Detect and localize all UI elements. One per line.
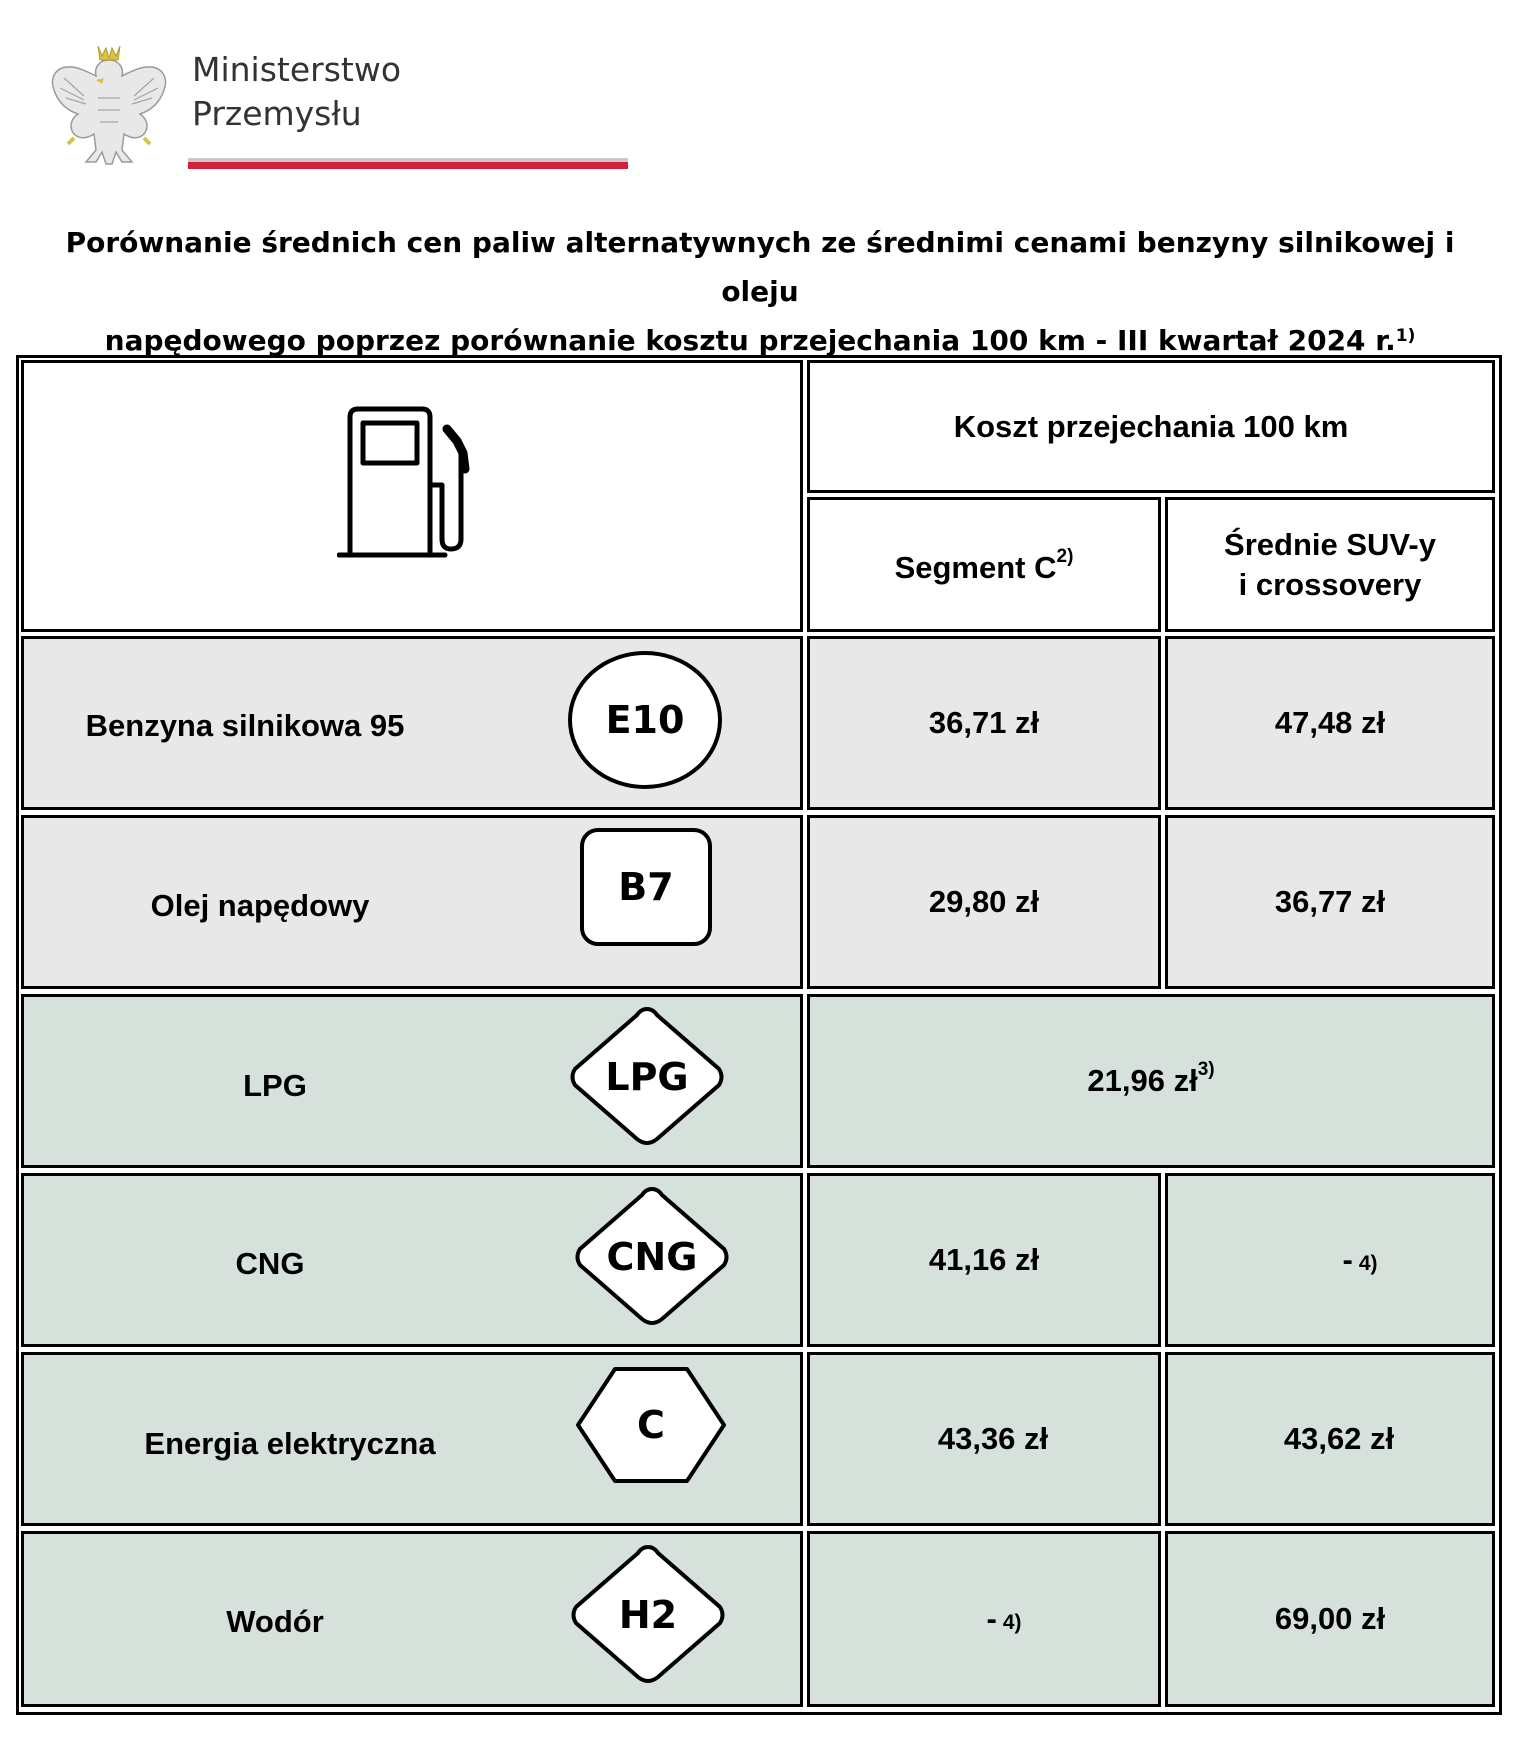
note-segment-c-wodor: 4) — [1002, 1611, 1022, 1634]
segment-c-header — [807, 497, 1161, 632]
segment-c-note: 2) — [1056, 545, 1074, 567]
hydrogen-badge-icon — [568, 1544, 728, 1686]
lpg-badge-icon — [567, 1006, 727, 1148]
cost-segment-c-energia — [807, 1352, 1161, 1526]
cost-segment-c-olej — [807, 815, 1161, 989]
b7-badge-icon — [580, 828, 712, 946]
cost-suv-wodor — [1165, 1531, 1495, 1707]
e10-badge-icon — [567, 650, 723, 790]
title-footnote: 1) — [1395, 326, 1416, 346]
value-segment-c-energia: 43,36 zł — [937, 1421, 1049, 1456]
fuel-label-benzyna: Benzyna silnikowa 95 — [85, 708, 405, 743]
suv-header — [1165, 497, 1495, 632]
value-segment-c-cng: 41,16 zł — [928, 1242, 1040, 1277]
value-segment-c-olej: 29,80 zł — [928, 884, 1040, 919]
suv-label-line1: Średnie SUV-y — [1224, 526, 1436, 562]
value-suv-energia: 43,62 zł — [1283, 1421, 1395, 1456]
cost-group-header-label: Koszt przejechania 100 km — [953, 408, 1349, 444]
flag-bar-red — [188, 162, 628, 169]
fuel-label-wodor: Wodór — [226, 1604, 324, 1639]
badge-label-h2: H2 — [618, 1593, 678, 1637]
title-line1: Porównanie średnich cen paliw alternatywnych ze średnimi cenami benzyny silnikowej i oleju — [65, 226, 1455, 308]
cost-suv-energia — [1165, 1352, 1495, 1526]
value-segment-c-wodor: - — [986, 1601, 997, 1636]
cost-segment-c-wodor — [807, 1531, 1161, 1707]
segment-c-label: Segment C — [894, 549, 1057, 585]
value-suv-cng: - — [1342, 1242, 1353, 1277]
document-title — [30, 218, 1490, 365]
cost-group-header — [807, 360, 1495, 493]
value-suv-olej: 36,77 zł — [1274, 884, 1386, 919]
value-suv-benzyna: 47,48 zł — [1274, 705, 1386, 740]
cost-suv-benzyna — [1165, 636, 1495, 810]
fuel-label-olej: Olej napędowy — [150, 888, 370, 923]
ministry-name-line1: Ministerstwo — [192, 50, 402, 89]
note-combined-lpg: 3) — [1197, 1059, 1215, 1080]
note-suv-cng: 4) — [1358, 1252, 1378, 1275]
cng-badge-icon — [572, 1186, 732, 1328]
cost-suv-cng — [1165, 1173, 1495, 1347]
fuel-label-lpg: LPG — [243, 1068, 307, 1103]
flag-bar — [188, 158, 628, 172]
fuel-pump-icon — [337, 403, 487, 563]
cost-segment-c-benzyna — [807, 636, 1161, 810]
badge-label-e10: E10 — [605, 698, 685, 742]
electricity-badge-icon — [575, 1366, 727, 1484]
header-icon-cell — [21, 360, 803, 632]
ministry-name-line2: Przemysłu — [192, 94, 362, 133]
cost-segment-c-cng — [807, 1173, 1161, 1347]
badge-label-lpg: LPG — [605, 1055, 689, 1099]
value-combined-lpg: 21,96 zł — [1087, 1063, 1198, 1098]
value-segment-c-benzyna: 36,71 zł — [928, 705, 1040, 740]
ministry-name — [192, 48, 401, 136]
fuel-label-cng: CNG — [235, 1246, 305, 1281]
badge-label-b7: B7 — [618, 865, 674, 909]
badge-label-cng: CNG — [606, 1235, 698, 1279]
badge-label-electricity: C — [637, 1403, 665, 1447]
white-eagle-emblem — [44, 38, 174, 172]
fuel-label-energia: Energia elektryczna — [144, 1426, 436, 1461]
value-suv-wodor: 69,00 zł — [1274, 1601, 1386, 1636]
cost-combined-lpg — [807, 994, 1495, 1168]
suv-label-line2: i crossovery — [1238, 566, 1422, 602]
title-line2: napędowego poprzez porównanie kosztu przejechania 100 km - III kwartał 2024 r. — [104, 324, 1396, 357]
cost-suv-olej — [1165, 815, 1495, 989]
